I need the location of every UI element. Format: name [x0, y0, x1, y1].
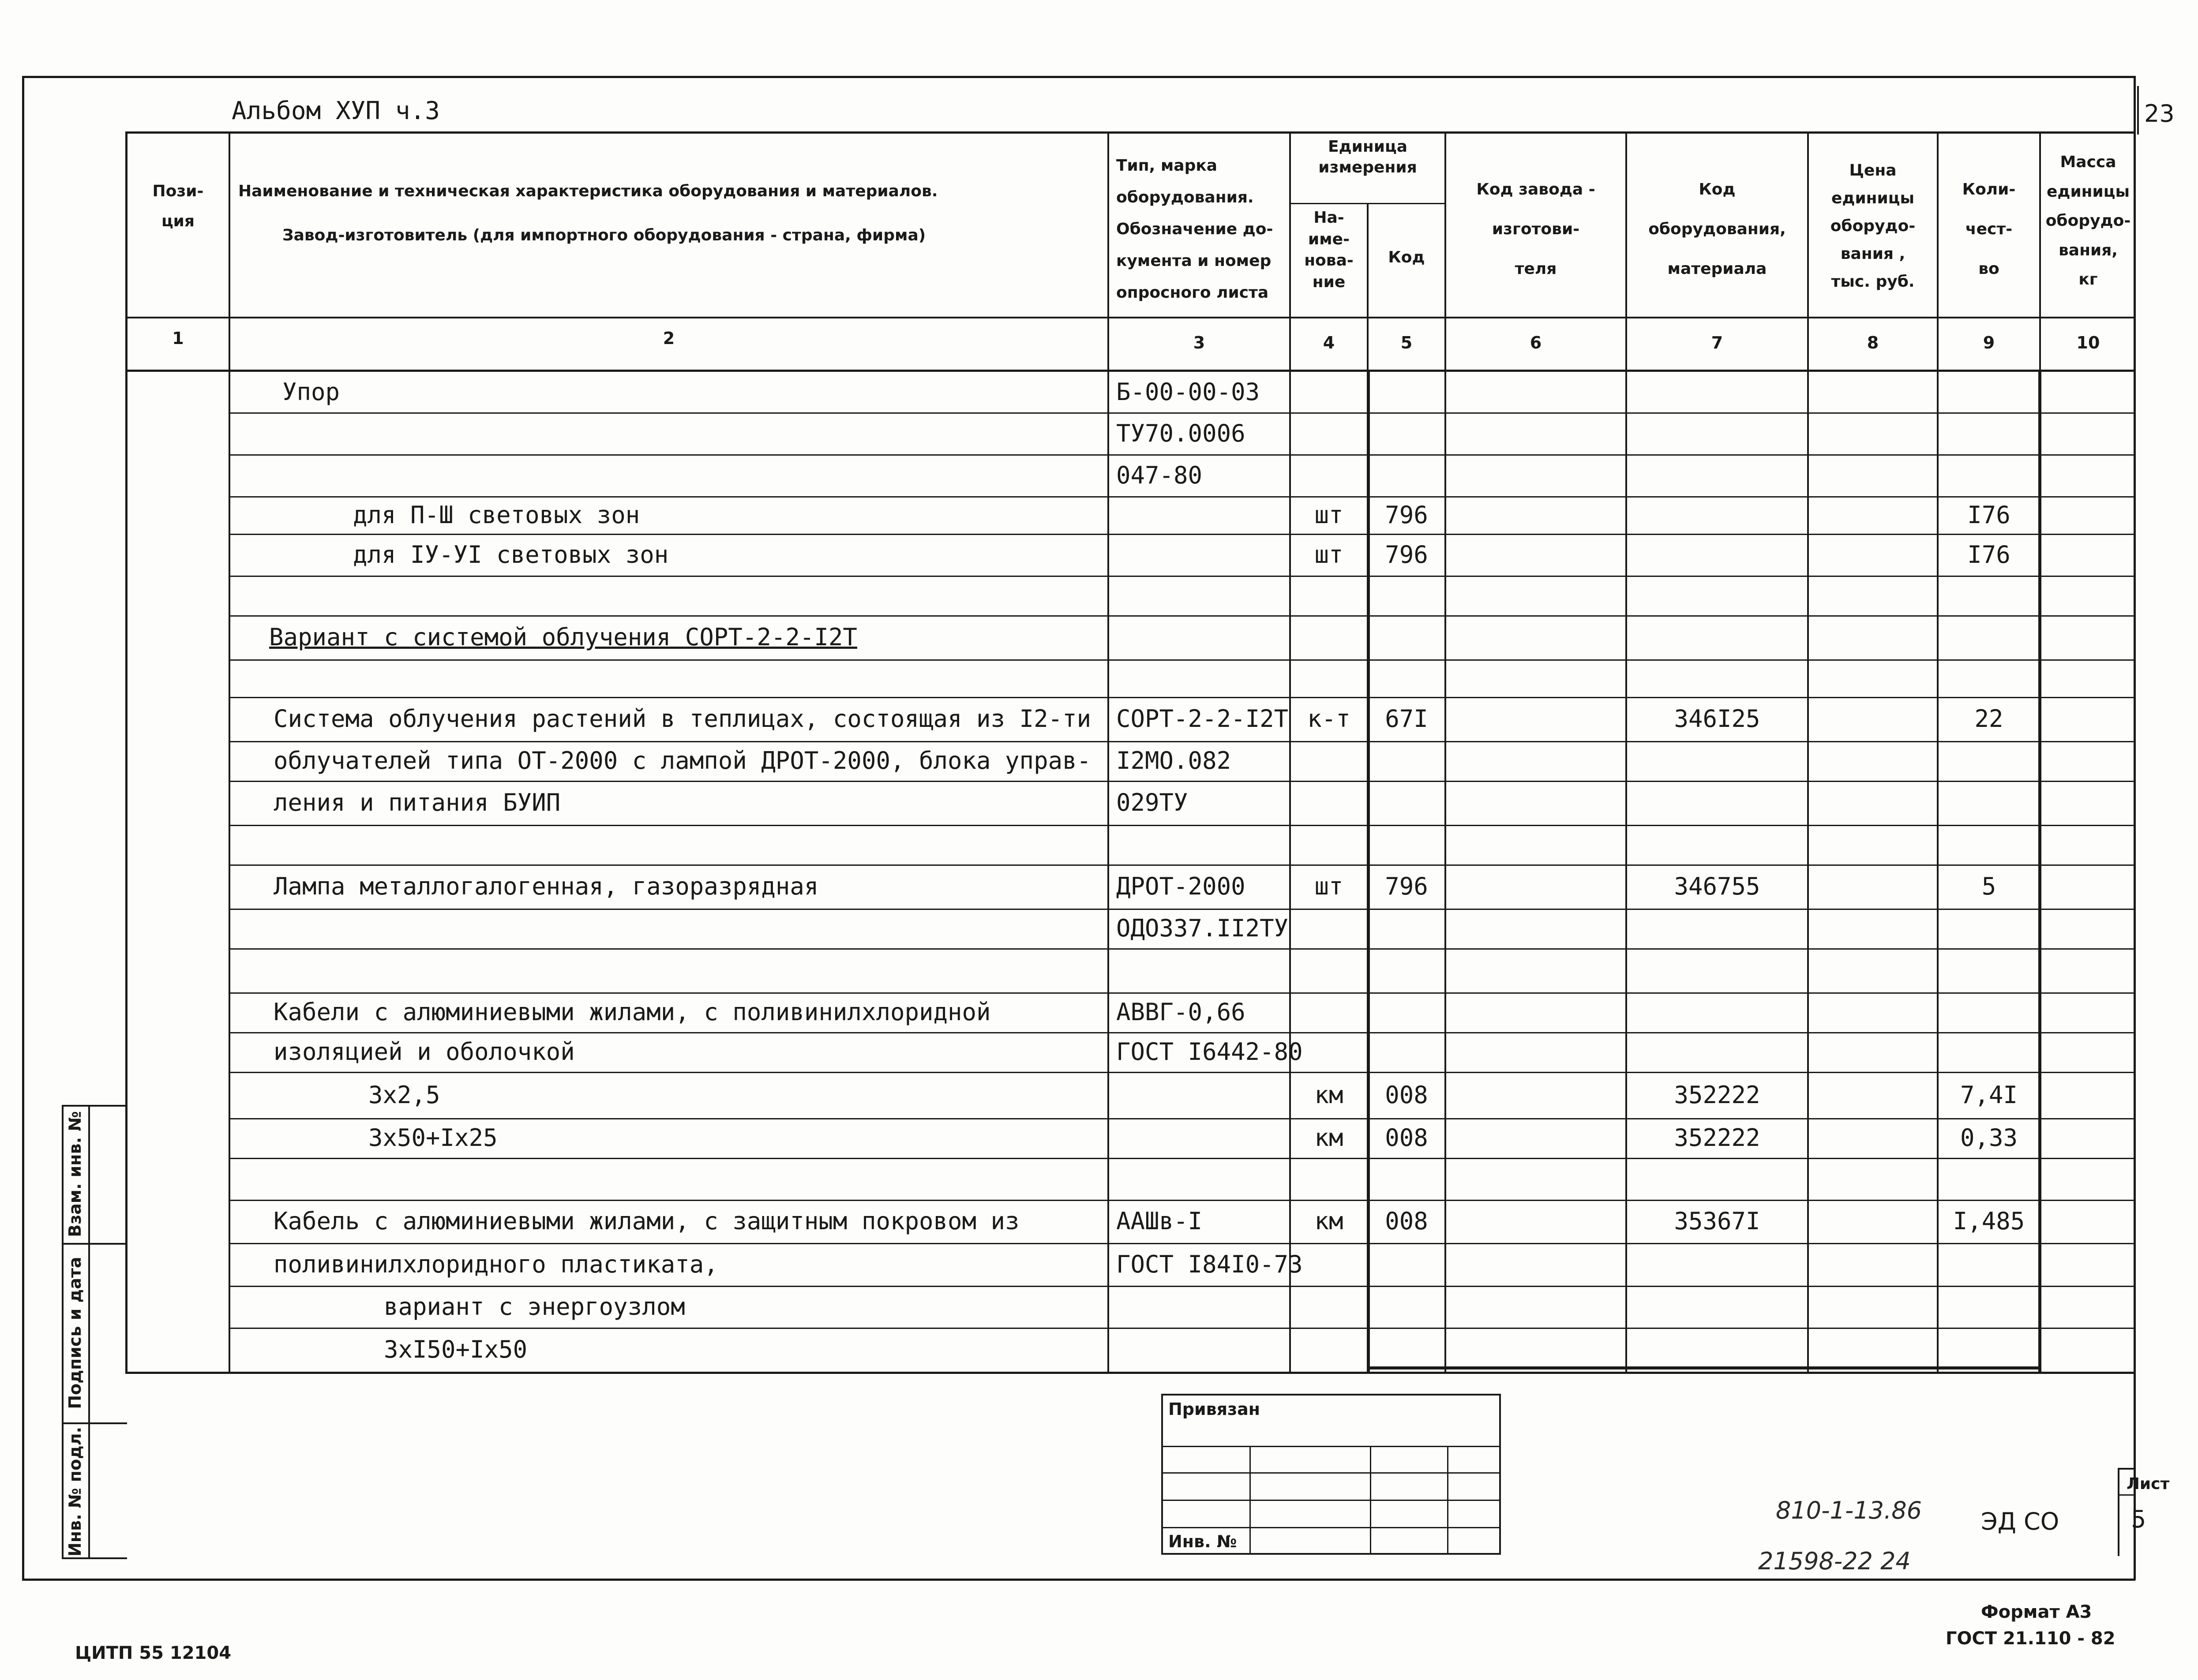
- row-type: СОРТ-2-2-I2Т: [1116, 705, 1289, 733]
- row-name: для IУ-УI световых зон: [353, 540, 669, 569]
- row-name: Вариант с системой облучения СОРТ-2-2-I2Т: [269, 623, 857, 651]
- header-quantity: Коли- чест- во: [1962, 180, 2016, 278]
- privyazan-v3: [1447, 1446, 1448, 1555]
- frame-bottom: [22, 1579, 2135, 1581]
- row-divider: [230, 825, 2135, 826]
- handwritten-project-number: 810-1-13.86: [1776, 1497, 1922, 1524]
- side-stamp-sep2: [62, 1422, 127, 1424]
- col-number-2: 2: [663, 329, 675, 348]
- header-unit-name: На- име- нова- ние: [1304, 209, 1354, 291]
- col-number-10: 10: [2076, 333, 2100, 352]
- row-name: вариант с энергоузлом: [384, 1292, 685, 1321]
- row-equipment-code: 346755: [1674, 872, 1760, 900]
- row-type: I2МО.082: [1116, 747, 1231, 775]
- header-type: Тип, марка оборудования. Обозначение до- кумента и номер опросного листа: [1116, 157, 1273, 302]
- row-name: Лампа металлогалогенная, газоразрядная: [274, 872, 819, 900]
- header-position: Пози- ция: [152, 182, 204, 231]
- side-vzam-inv: Взам. инв. №: [65, 1111, 85, 1237]
- row-quantity: I76: [1967, 540, 2010, 569]
- row-name: Кабели с алюминиевыми жилами, с поливинилхлоридной: [274, 998, 991, 1026]
- row-equipment-code: 352222: [1674, 1081, 1760, 1109]
- row-name: 3хI50+Iх50: [384, 1336, 528, 1363]
- gost-label: ГОСТ 21.110 - 82: [1946, 1628, 2115, 1649]
- row-unit: шт: [1314, 501, 1343, 529]
- col-line-1: [229, 131, 230, 1374]
- row-divider: [230, 781, 2135, 782]
- row-name: Система облучения растений в теплицах, состоящая из I2-ти: [274, 705, 1091, 733]
- row-unit-code: 796: [1385, 501, 1428, 529]
- col-line-0: [125, 131, 128, 1374]
- row-type: ГОСТ I6442-80: [1116, 1038, 1303, 1066]
- row-divider: [230, 496, 2135, 498]
- list-value: 5: [2131, 1505, 2146, 1533]
- row-quantity: 7,4I: [1960, 1081, 2018, 1109]
- row-divider: [230, 412, 2135, 414]
- row-type: Б-00-00-03: [1116, 378, 1260, 406]
- doc-code: ЭД СО: [1981, 1508, 2059, 1535]
- row-divider: [230, 454, 2135, 456]
- col-number-3: 3: [1193, 333, 1205, 352]
- col-line-5: [1444, 131, 1446, 1374]
- row-quantity: I76: [1967, 501, 2010, 529]
- header-name-line2: Завод-изготовитель (для импортного оборудования - страна, фирма): [282, 226, 926, 244]
- list-label: Лист: [2127, 1475, 2170, 1493]
- row-equipment-code: 35367I: [1674, 1207, 1760, 1235]
- col-number-4: 4: [1323, 333, 1335, 352]
- row-quantity: 5: [1981, 872, 1996, 900]
- header-unit: Единица измерения: [1318, 138, 1417, 176]
- row-quantity: 0,33: [1960, 1124, 2018, 1152]
- header-mass: Масса единицы оборудо- вания, кг: [2045, 153, 2131, 289]
- row-name: для П-Ш световых зон: [353, 501, 640, 529]
- header-factory-code: Код завода - изготови- теля: [1476, 180, 1595, 278]
- row-unit: шт: [1314, 540, 1343, 569]
- col-number-8: 8: [1867, 333, 1879, 352]
- row-divider: [230, 741, 2135, 742]
- privyazan-line1: [1161, 1446, 1501, 1447]
- side-stamp-top: [62, 1105, 127, 1107]
- privyazan-line3: [1161, 1500, 1501, 1501]
- frame-right: [2134, 76, 2136, 1580]
- col-number-7: 7: [1711, 333, 1723, 352]
- row-divider: [230, 1158, 2135, 1159]
- table-top: [125, 131, 2135, 134]
- col-line-8: [1937, 131, 1939, 1374]
- row-unit: км: [1314, 1207, 1343, 1235]
- row-divider: [230, 1032, 2135, 1033]
- tsitp-label: ЦИТП 55 12104: [75, 1643, 232, 1663]
- frame-top: [22, 76, 2135, 78]
- row-divider: [230, 1243, 2135, 1244]
- header-price: Цена единицы оборудо- вания , тыс. руб.: [1830, 161, 1916, 291]
- colnum-bottom: [125, 370, 2135, 372]
- row-name: Упор: [282, 378, 340, 406]
- col-line-7: [1807, 131, 1809, 1374]
- row-unit-code: 008: [1385, 1124, 1428, 1152]
- row-unit: км: [1314, 1081, 1343, 1109]
- colnum-top: [125, 317, 2135, 318]
- side-inv-podl: Инв. № подл.: [65, 1426, 85, 1557]
- privyazan-v2: [1370, 1446, 1371, 1555]
- thick-box-bottom: [1367, 1366, 2041, 1369]
- row-type: ОДО337.II2ТУ: [1116, 914, 1289, 942]
- side-podpis-data: Подпись и дата: [65, 1257, 85, 1409]
- row-divider: [230, 1072, 2135, 1073]
- row-quantity: 22: [1974, 705, 2003, 733]
- album-label: Альбом ХУП ч.3: [232, 97, 440, 125]
- row-unit-code: 796: [1385, 540, 1428, 569]
- row-unit: шт: [1314, 872, 1343, 900]
- sheet-number-top: 23: [2144, 100, 2175, 127]
- row-type: АВВГ-0,66: [1116, 998, 1245, 1026]
- row-name: ления и питания БУИП: [274, 789, 561, 816]
- col-number-5: 5: [1400, 333, 1413, 352]
- row-divider: [230, 1286, 2135, 1287]
- col-line-3: [1289, 131, 1291, 1374]
- row-unit: км: [1314, 1124, 1343, 1152]
- row-type: ТУ70.0006: [1116, 419, 1245, 447]
- privyazan-label: Привязан: [1168, 1399, 1260, 1419]
- col-line-6: [1625, 131, 1627, 1374]
- row-divider: [230, 534, 2135, 535]
- row-unit-code: 796: [1385, 872, 1428, 900]
- handwritten-archive-number: 21598-22 24: [1758, 1547, 1911, 1575]
- privyazan-v1: [1249, 1446, 1251, 1555]
- row-type: ДРОТ-2000: [1116, 872, 1245, 900]
- row-name: 3х50+Iх25: [368, 1124, 498, 1152]
- row-equipment-code: 352222: [1674, 1124, 1760, 1152]
- inv-no-label: Инв. №: [1168, 1532, 1237, 1551]
- frame-left: [22, 76, 24, 1580]
- body-bottom: [125, 1372, 2135, 1374]
- row-type: 029ТУ: [1116, 789, 1188, 816]
- row-divider: [230, 615, 2135, 617]
- privyazan-line2: [1161, 1472, 1501, 1474]
- side-stamp-left: [62, 1105, 64, 1559]
- col-number-9: 9: [1983, 333, 1995, 352]
- row-divider: [230, 948, 2135, 950]
- row-equipment-code: 346I25: [1674, 705, 1760, 733]
- format-label: Формат А3: [1981, 1602, 2092, 1622]
- row-unit: к-т: [1307, 705, 1350, 733]
- row-divider: [230, 1328, 2135, 1329]
- row-unit-code: 008: [1385, 1081, 1428, 1109]
- row-type: ГОСТ I84I0-73: [1116, 1250, 1303, 1278]
- col-number-6: 6: [1530, 333, 1542, 352]
- row-quantity: I,485: [1953, 1207, 2025, 1235]
- row-divider: [230, 1200, 2135, 1201]
- row-name: изоляцией и оболочкой: [274, 1038, 575, 1066]
- row-divider: [230, 576, 2135, 577]
- row-type: 047-80: [1116, 461, 1203, 489]
- row-divider: [230, 909, 2135, 910]
- row-name: поливинилхлоридного пластиката,: [274, 1250, 718, 1278]
- header-equipment-code: Код оборудования, материала: [1648, 180, 1786, 278]
- col-number-1: 1: [172, 329, 184, 348]
- header-name-line1: Наименование и техническая характеристика оборудования и материалов.: [238, 182, 938, 200]
- row-divider: [230, 697, 2135, 698]
- row-unit-code: 008: [1385, 1207, 1428, 1235]
- row-divider: [230, 864, 2135, 866]
- header-unit-code: Код: [1388, 248, 1425, 266]
- row-unit-code: 67I: [1385, 705, 1428, 733]
- sheet-number-box-left: [2137, 86, 2139, 135]
- row-name: Кабель с алюминиевыми жилами, с защитным покровом из: [274, 1207, 1020, 1235]
- row-type: ААШв-I: [1116, 1207, 1203, 1235]
- row-name: облучателей типа ОТ-2000 с лампой ДРОТ-2000, блока управ-: [274, 747, 1091, 775]
- side-stamp-mid: [88, 1105, 90, 1559]
- row-divider: [230, 992, 2135, 994]
- col-line-2: [1107, 131, 1109, 1374]
- row-name: 3х2,5: [368, 1081, 440, 1109]
- row-divider: [230, 1118, 2135, 1119]
- row-divider: [230, 659, 2135, 661]
